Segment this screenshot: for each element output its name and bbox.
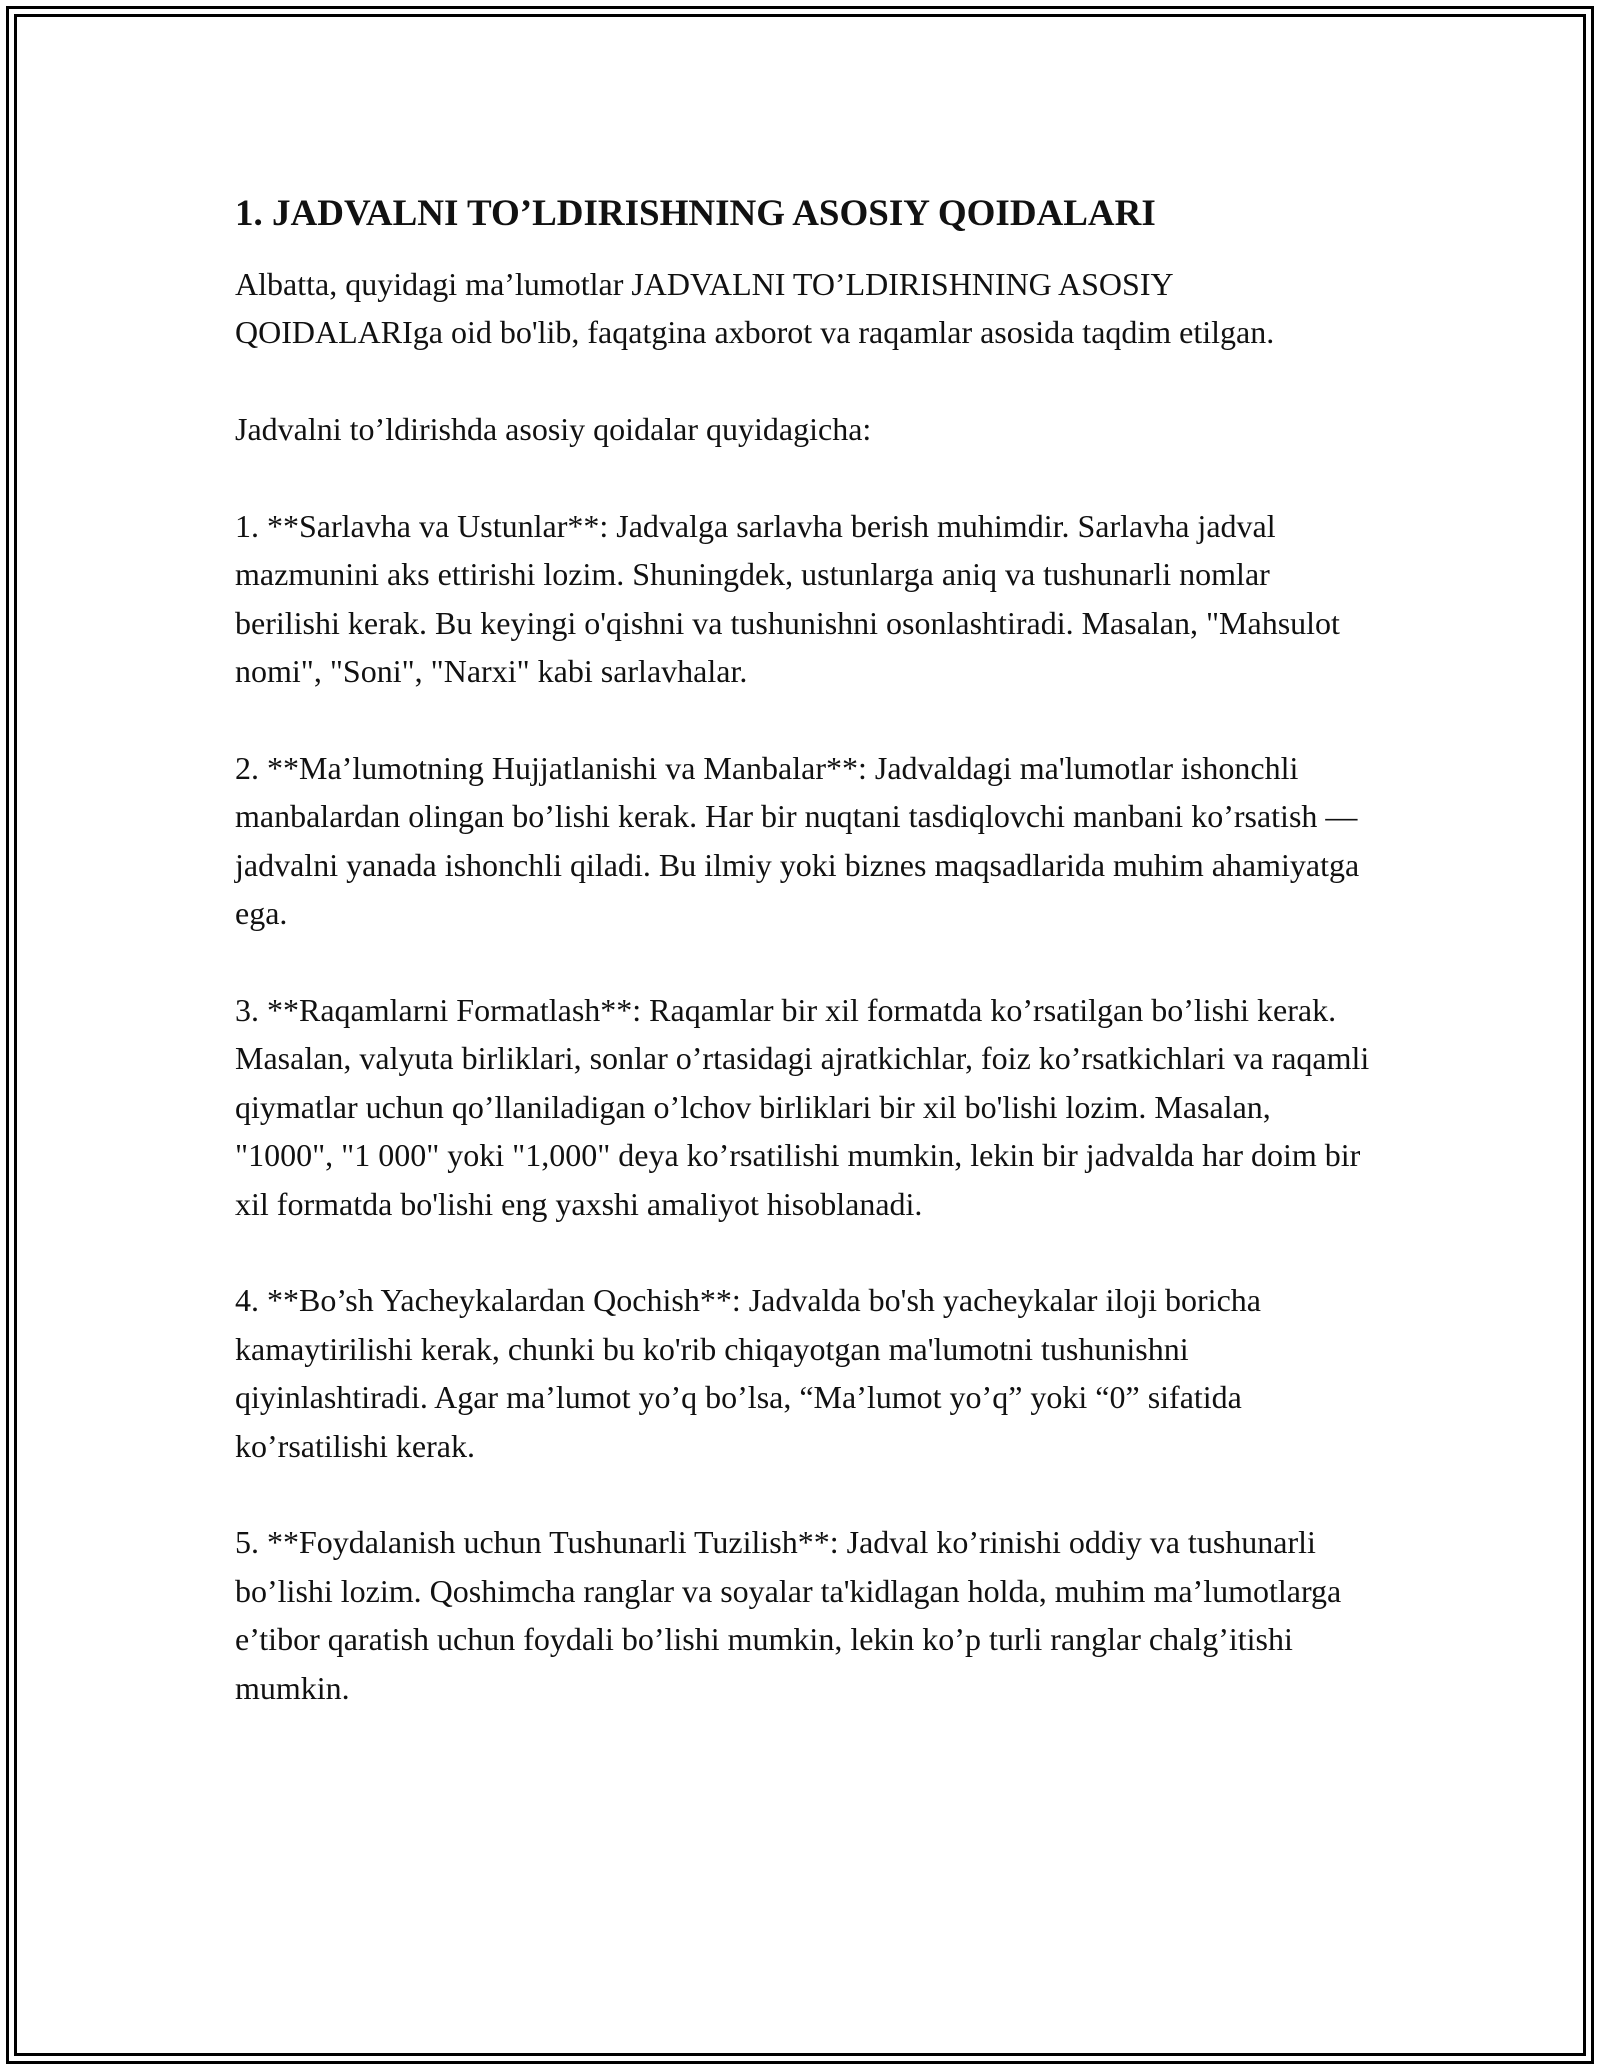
paragraph-rule-3: 3. **Raqamlarni Formatlash**: Raqamlar bir xil formatda ko’rsatilgan bo’lishi kerak. Masalan, valyuta birliklari, sonlar o’rtasidagi ajratkichlar, foiz ko’rsatkichlari va raqamli qiymatlar uchun qo’llaniladigan o’lchov birliklari bir xil bo'lishi lozim. Masalan, "1000", "1 000" yoki "1,000" deya ko’rsatilishi mumkin, lekin bir jadvalda har doim bir xil formatda bo'lishi eng yaxshi amaliyot hisoblanadi.: [235, 992, 1370, 1222]
paragraph-rule-4: 4. **Bo’sh Yacheykalardan Qochish**: Jadvalda bo'sh yacheykalar iloji boricha kamaytirilishi kerak, chunki bu ko'rib chiqayotgan ma'lumotni tushunishni qiyinlashtiradi. Agar ma’lumot yo’q bo’lsa, “Ma’lumot yo’q” yoki “0” sifatida ko’rsatilishi kerak.: [235, 1282, 1261, 1464]
paragraph-rule-5: 5. **Foydalanish uchun Tushunarli Tuzilish**: Jadval ko’rinishi oddiy va tushunarli bo’lishi lozim. Qoshimcha ranglar va soyalar ta'kidlagan holda, muhim ma’lumotlarga e’tibor qaratish uchun foydali bo’lishi mumkin, lekin ko’p turli ranglar chalg’itishi mumkin.: [235, 1524, 1342, 1706]
paragraph-intro: Albatta, quyidagi ma’lumotlar JADVALNI TO’LDIRISHNING ASOSIY QOIDALARIga oid bo'lib, faqatgina axborot va raqamlar asosida taqdim etilgan.: [235, 266, 1275, 351]
paragraph-lead-in: Jadvalni to’ldirishda asosiy qoidalar quyidagicha:: [235, 411, 872, 448]
document-title: 1. JADVALNI TO’LDIRISHNING ASOSIY QOIDALARI: [235, 193, 1156, 234]
document-body: [235, 186, 1375, 1760]
paragraph-rule-1: 1. **Sarlavha va Ustunlar**: Jadvalga sarlavha berish muhimdir. Sarlavha jadval mazmunini aks ettirishi lozim. Shuningdek, ustunlarga aniq va tushunarli nomlar berilishi kerak. Bu keyingi o'qishni va tushunishni osonlashtiradi. Masalan, "Mahsulot nomi", "Soni", "Narxi" kabi sarlavhalar.: [235, 508, 1340, 690]
paragraph-rule-2: 2. **Ma’lumotning Hujjatlanishi va Manbalar**: Jadvaldagi ma'lumotlar ishonchli manbalardan olingan bo’lishi kerak. Har bir nuqtani tasdiqlovchi manbani ko’rsatish — jadvalni yanada ishonchli qiladi. Bu ilmiy yoki biznes maqsadlarida muhim ahamiyatga ega.: [235, 750, 1360, 932]
